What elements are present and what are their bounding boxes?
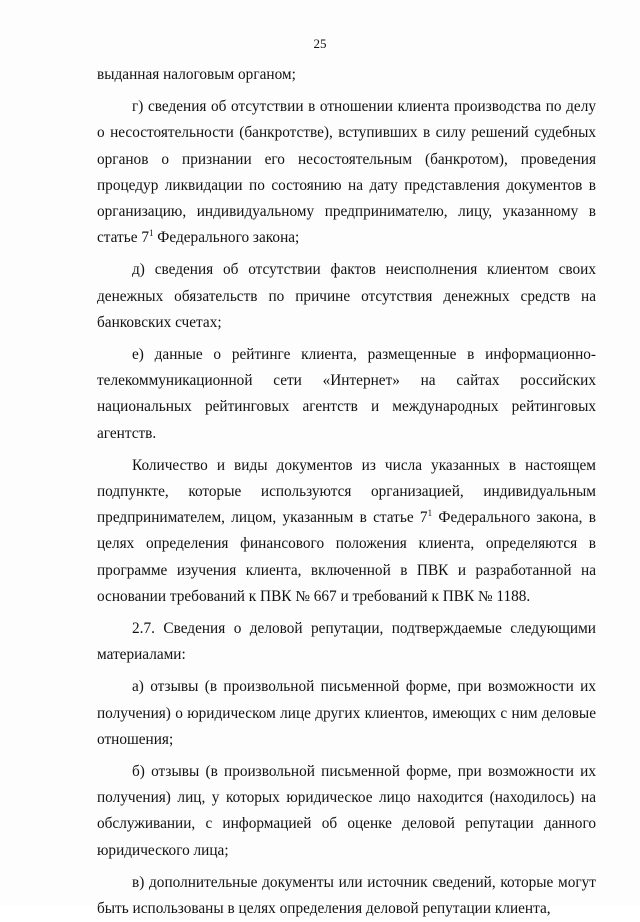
paragraph-item-d: д) сведения об отсутствии фактов неисполнения клиентом своих денежных обязательств по причине отсутствия денежных средств на банковских счетах;: [97, 261, 596, 331]
paragraph-item-e: е) данные о рейтинге клиента, размещенные в информационно-телекоммуникационной сети «Интернет» на сайтах российских национальных рейтинговых агентств и международных рейтинговых агентств.: [97, 346, 596, 442]
page-number: 25: [313, 36, 327, 51]
paragraph-item-a: а) отзывы (в произвольной письменной форме, при возможности их получения) о юридическом лице других клиентов, имеющих с ним деловые отношения;: [97, 678, 596, 748]
paragraph-continuation: выданная налоговым органом;: [97, 66, 296, 83]
paragraph-item-g: г) сведения об отсутствии в отношении клиента производства по делу о несостоятельности (банкротстве), вступивших в силу решений судебных органов о признании его несостоятельным (банкротом), проведения процедур ликвидации по состоянию на дату представления документов в организацию, индивидуальному предпринимателю, лицу, указанному в статье $7^1$ Федерального закона;: [97, 98, 596, 247]
paragraph-section-2-7: 2.7. Сведения о деловой репутации, подтверждаемые следующими материалами:: [97, 620, 596, 664]
paragraph-documents-count: Количество и виды документов из числа указанных в настоящем подпункте, которые используются организацией, индивидуальным предпринимателем, лицом, указанным в статье $7^1$ Федерального закона, в целях определения финансового положения клиента, определяются в программе изучения клиента, включенной в ПВК и разработанной на основании требований к ПВК № 667 и требований к ПВК № 1188.: [97, 456, 596, 605]
paragraph-item-v: в) дополнительные документы или источник сведений, которые могут быть использованы в целях определения деловой репутации клиента,: [97, 873, 596, 918]
paragraph-item-b: б) отзывы (в произвольной письменной форме, при возможности их получения) лиц, у которых юридическое лицо находится (находилось) на обслуживании, с информацией об оценке деловой репутации данного юридического лица;: [97, 763, 596, 859]
body-text: [97, 62, 596, 922]
